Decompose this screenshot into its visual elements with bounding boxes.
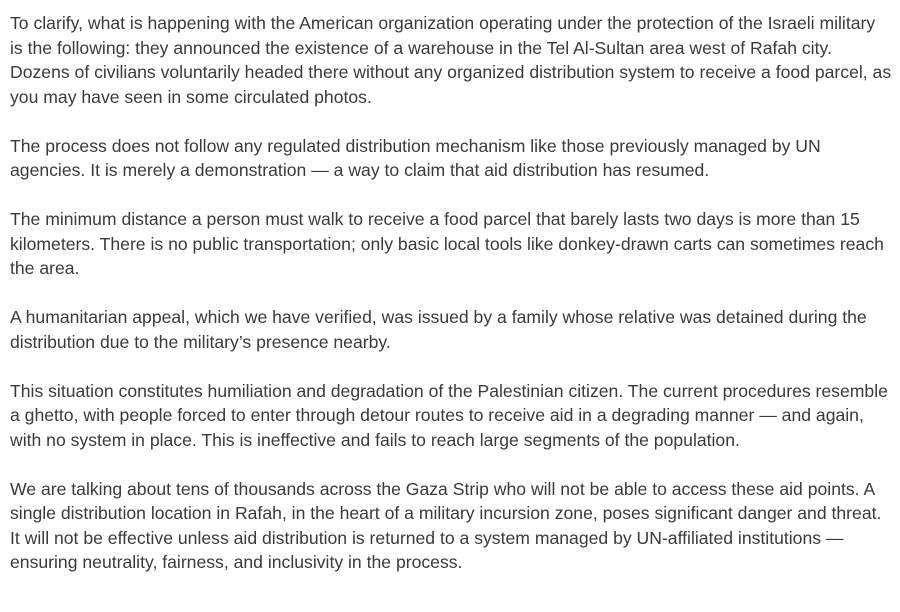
paragraph-warehouse-announcement: To clarify, what is happening with the American organization operating under the protection of the Israeli military is the following: they announced the existence of a warehouse in the Tel Al-Sultan area west of Rafah city. Dozens of civilians voluntarily headed there without any organized distribution system to receive a food parcel, as you may have seen in some circulated photos. <box>10 13 892 107</box>
paragraph-access-conclusion: We are talking about tens of thousands across the Gaza Strip who will not be able to access these aid points. A single distribution location in Rafah, in the heart of a military incursion zone, poses significant danger and threat. It will not be effective unless aid distribution is returned to a system managed by UN-affiliated institutions — ensuring neutrality, fairness, and inclusivity in the process. <box>10 478 882 572</box>
paragraph-walking-distance: The minimum distance a person must walk to receive a food parcel that barely lasts two days is more than 15 kilometers. There is no public transportation; only basic local tools like donkey-drawn carts can sometimes reach the area. <box>10 209 884 278</box>
paragraph-humiliation: This situation constitutes humiliation and degradation of the Palestinian citizen. The current procedures resemble a ghetto, with people forced to enter through detour routes to receive aid in a degrading manner — and again, with no system in place. This is ineffective and fails to reach large segments of the population. <box>10 380 888 450</box>
paragraph-distribution-process: The process does not follow any regulated distribution mechanism like those previously managed by UN agencies. It is merely a demonstration — a way to claim that aid distribution has resumed. <box>10 135 821 180</box>
paragraph-humanitarian-appeal: A humanitarian appeal, which we have verified, was issued by a family whose relative was detained during the distribution due to the military’s presence nearby. <box>10 307 867 352</box>
